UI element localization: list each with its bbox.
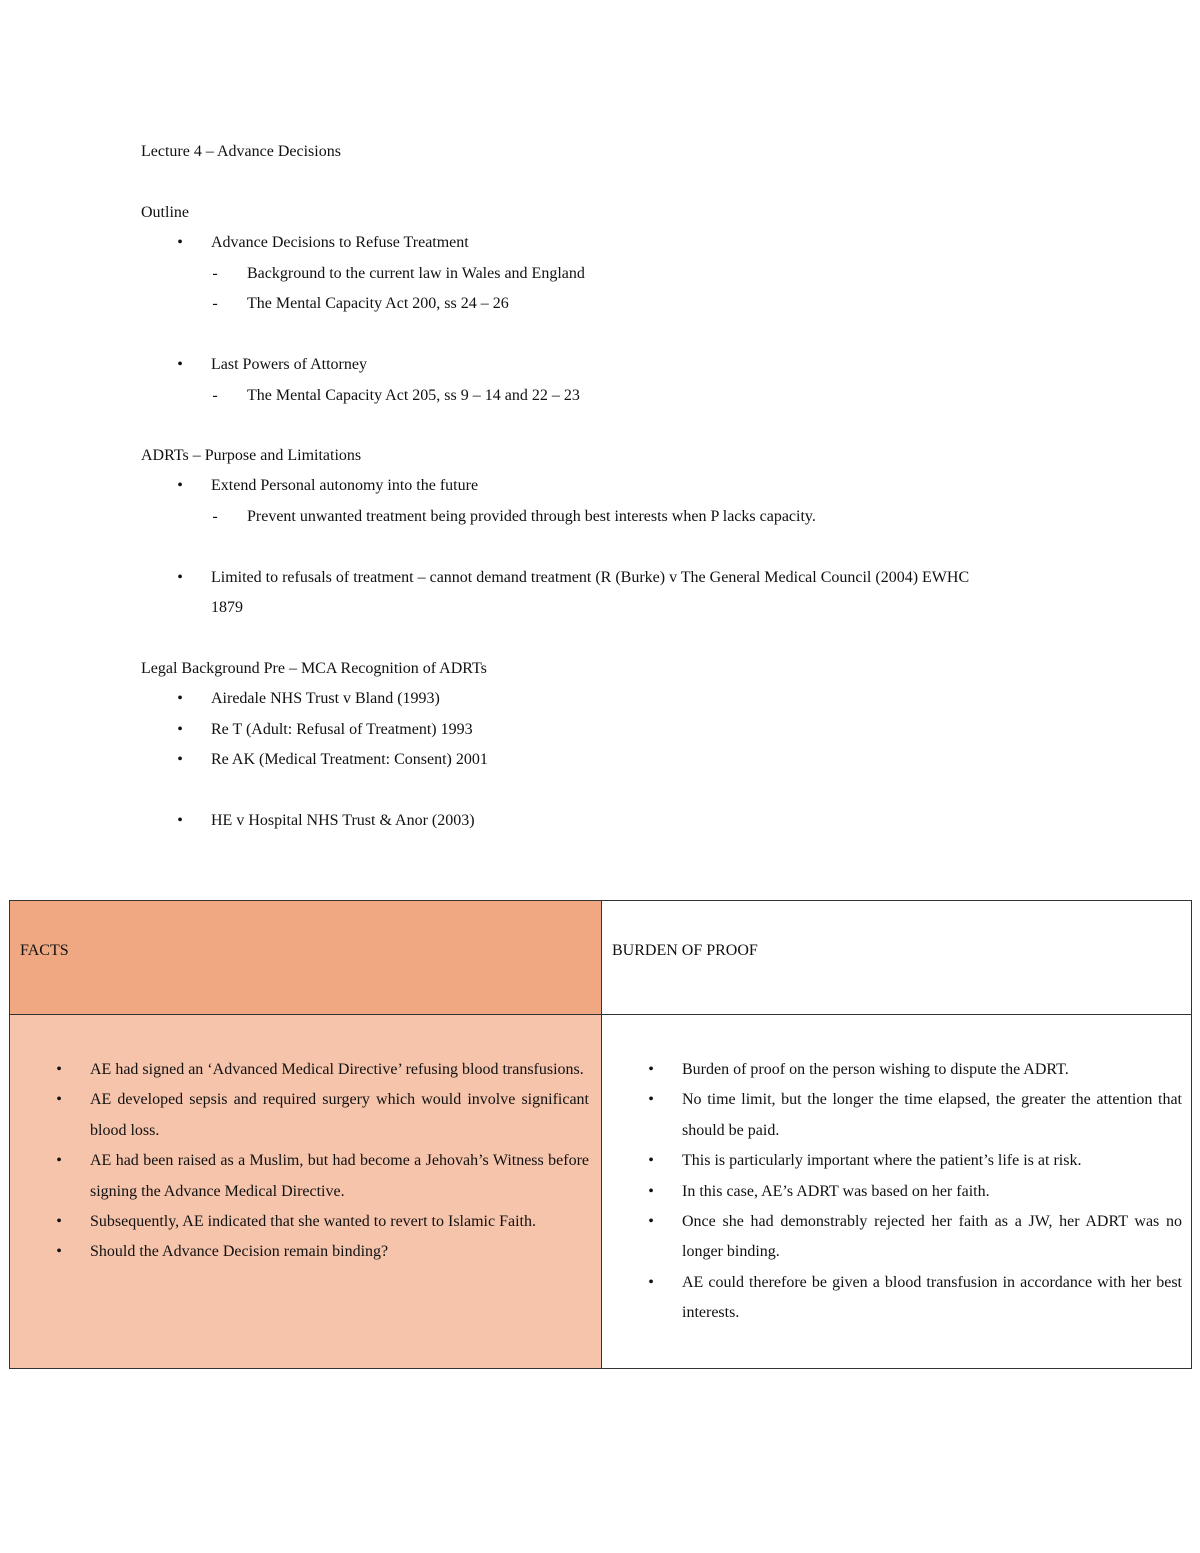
bullet-icon: • (177, 690, 183, 707)
burden-body-cell (602, 1015, 1191, 1368)
outline-item: Advance Decisions to Refuse Treatment (211, 234, 469, 251)
facts-header-cell (10, 901, 602, 1015)
list-item (648, 1177, 1182, 1207)
list-item (56, 1146, 589, 1207)
burden-item-text: Once she had demonstrably rejected her faith as a JW, her ADRT was no longer binding. (682, 1213, 1182, 1261)
dash-icon: - (212, 387, 218, 404)
facts-item-text: AE developed sepsis and required surgery which would involve significant blood loss. (90, 1091, 589, 1139)
bullet-icon: • (56, 1091, 62, 1109)
bullet-icon: • (177, 751, 183, 768)
bullet-icon: • (56, 1243, 62, 1261)
list-item (648, 1055, 1182, 1085)
outline-subitem: Background to the current law in Wales and England (247, 265, 585, 282)
burden-item-text: This is particularly important where the patient’s life is at risk. (682, 1152, 1082, 1170)
bullet-icon: • (177, 356, 183, 373)
case-item: Airedale NHS Trust v Bland (1993) (211, 690, 440, 707)
bullet-icon: • (648, 1061, 654, 1078)
page-title: Lecture 4 – Advance Decisions (141, 143, 341, 160)
burden-list (648, 1055, 1182, 1329)
purpose-item: Extend Personal autonomy into the future (211, 477, 479, 494)
facts-item-text: AE had signed an ‘Advanced Medical Directive’ refusing blood transfusions. (90, 1061, 584, 1078)
dash-icon: - (212, 508, 218, 525)
facts-item-text: Should the Advance Decision remain binding? (90, 1243, 389, 1261)
outline-subitem: The Mental Capacity Act 205, ss 9 – 14 and 22 – 23 (247, 387, 580, 404)
case-item: Re AK (Medical Treatment: Consent) 2001 (211, 751, 488, 768)
outline-heading: Outline (141, 204, 189, 221)
bullet-icon: • (648, 1213, 654, 1231)
case-item: Re T (Adult: Refusal of Treatment) 1993 (211, 721, 473, 738)
bullet-icon: • (648, 1273, 654, 1291)
burden-header-cell (602, 901, 1191, 1015)
list-item (648, 1085, 1182, 1146)
list-item (648, 1207, 1182, 1268)
burden-header: BURDEN OF PROOF (612, 942, 758, 959)
case-table (9, 900, 1192, 1369)
bullet-icon: • (648, 1091, 654, 1109)
bullet-icon: • (177, 721, 183, 738)
dash-icon: - (212, 265, 218, 282)
bullet-icon: • (648, 1182, 654, 1200)
facts-list (56, 1055, 589, 1268)
bullet-icon: • (177, 477, 183, 494)
burden-item-text: No time limit, but the longer the time elapsed, the greater the attention that should be paid. (682, 1091, 1182, 1139)
purpose-subitem: Prevent unwanted treatment being provided through best interests when P lacks capacity. (247, 508, 816, 525)
list-item (648, 1146, 1182, 1176)
bullet-icon: • (56, 1213, 62, 1231)
bullet-icon: • (177, 234, 183, 251)
dash-icon: - (212, 295, 218, 312)
list-item (648, 1268, 1182, 1329)
purpose-item-line1: Limited to refusals of treatment – cannot demand treatment (R (Burke) v The General Medical Council (2004) EWHC (211, 569, 970, 586)
outline-item: Last Powers of Attorney (211, 356, 367, 373)
purpose-heading: ADRTs – Purpose and Limitations (141, 447, 362, 464)
burden-item-text: In this case, AE’s ADRT was based on her faith. (682, 1182, 990, 1200)
facts-header: FACTS (20, 942, 69, 959)
burden-item-text: AE could therefore be given a blood transfusion in accordance with her best interests. (682, 1273, 1182, 1322)
bullet-icon: • (648, 1152, 654, 1170)
purpose-item-line2: 1879 (211, 599, 243, 616)
list-item (56, 1237, 589, 1267)
bullet-icon: • (177, 812, 183, 829)
bullet-icon: • (56, 1152, 62, 1170)
bullet-icon: • (177, 569, 183, 586)
case-item: HE v Hospital NHS Trust & Anor (2003) (211, 812, 475, 829)
outline-subitem: The Mental Capacity Act 200, ss 24 – 26 (247, 295, 509, 312)
list-item (56, 1207, 589, 1237)
facts-item-text: Subsequently, AE indicated that she wanted to revert to Islamic Faith. (90, 1213, 536, 1231)
bullet-icon: • (56, 1061, 62, 1078)
list-item (56, 1085, 589, 1146)
burden-item-text: Burden of proof on the person wishing to dispute the ADRT. (682, 1061, 1069, 1078)
list-item (56, 1055, 589, 1085)
facts-body-cell (10, 1015, 602, 1368)
facts-item-text: AE had been raised as a Muslim, but had become a Jehovah’s Witness before signing the Advance Medical Directive. (90, 1152, 589, 1200)
legal-background-heading: Legal Background Pre – MCA Recognition of ADRTs (141, 660, 487, 677)
